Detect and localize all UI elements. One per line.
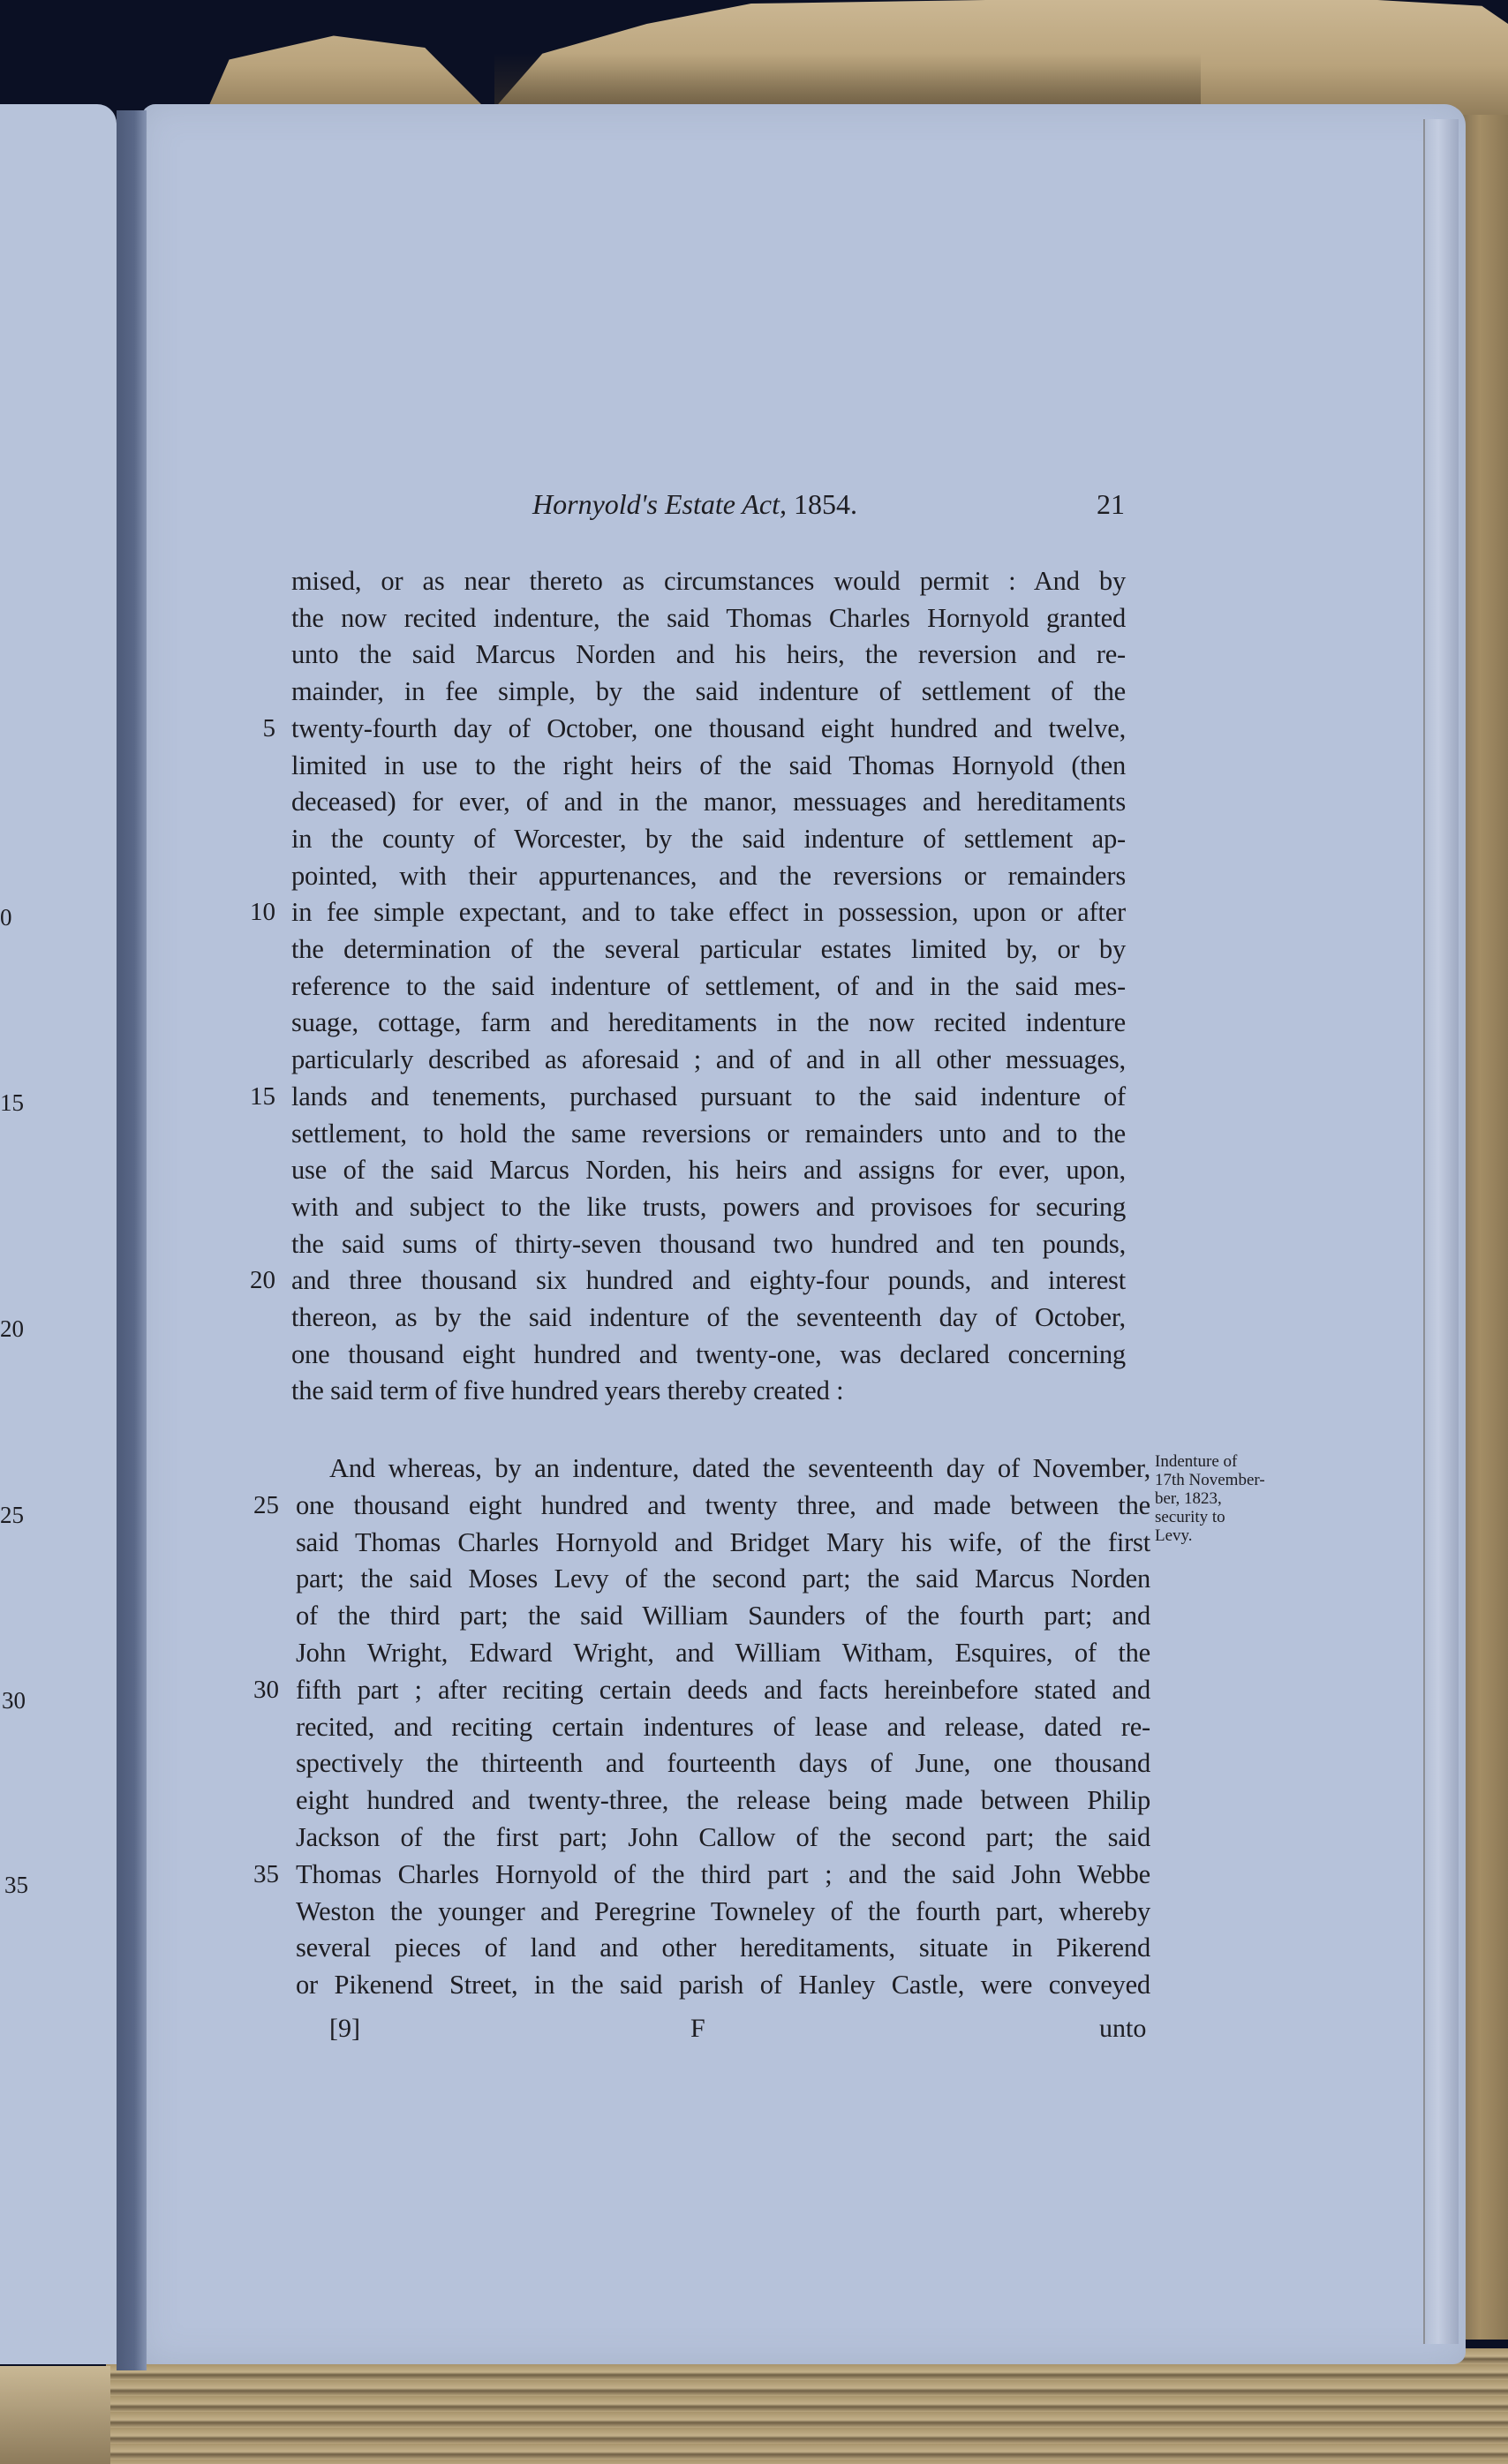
text-line: of the third part; the said William Saunders of the fourth part; and — [296, 1601, 1150, 1631]
signature-mark: [9] — [329, 2014, 360, 2043]
line-number: 15 — [250, 1081, 275, 1111]
margin-note-line: Levy. — [1155, 1526, 1193, 1545]
margin-note — [1155, 1452, 1287, 1545]
text-line: And whereas, by an indenture, dated the seventeenth day of November, — [329, 1453, 1150, 1483]
text-line: and three thousand six hundred and eighty-four pounds, and interest — [291, 1265, 1126, 1296]
left-page-line-number: 25 — [0, 1502, 24, 1528]
page-stack-bottom-edge — [106, 2348, 1508, 2464]
left-page-line-number: 30 — [2, 1687, 26, 1714]
left-page — [0, 104, 117, 2364]
text-line: part; the said Moses Levy of the second part; the said Marcus Norden — [296, 1564, 1150, 1594]
text-line: in the county of Worcester, by the said indenture of settlement ap- — [291, 823, 1126, 854]
text-line: limited in use to the right heirs of the said Thomas Hornyold (then — [291, 750, 1126, 780]
line-number: 20 — [250, 1266, 275, 1295]
book-gutter — [117, 110, 147, 2370]
text-line: one thousand eight hundred and twenty three, and made between the — [296, 1489, 1150, 1520]
text-line: thereon, as by the said indenture of the seventeenth day of October, — [291, 1302, 1126, 1332]
text-line: recited, and reciting certain indentures of lease and release, dated re- — [296, 1711, 1150, 1742]
left-page-line-number: 15 — [0, 1089, 24, 1116]
text-line: the said sums of thirty-seven thousand two hundred and ten pounds, — [291, 1228, 1126, 1259]
catchword: unto — [1099, 2014, 1147, 2043]
text-line: spectively the thirteenth and fourteenth days of June, one thousand — [296, 1748, 1150, 1779]
text-line: fifth part ; after reciting certain deeds and facts hereinbefore stated and — [296, 1674, 1150, 1705]
left-page-stack-bottom — [0, 2366, 110, 2464]
left-page-line-number: 35 — [4, 1872, 28, 1898]
text-line: use of the said Marcus Norden, his heirs and assigns for ever, upon, — [291, 1155, 1126, 1186]
text-line: the now recited indenture, the said Thomas Charles Hornyold granted — [291, 602, 1126, 633]
running-head — [532, 488, 857, 521]
text-line: reference to the said indenture of settlement, of and in the said mes- — [291, 970, 1126, 1001]
line-number: 35 — [253, 1859, 279, 1888]
text-line: eight hundred and twenty-three, the release being made between Philip — [296, 1785, 1150, 1816]
line-number: 5 — [262, 713, 275, 742]
text-line: Weston the younger and Peregrine Towneley of the fourth part, whereby — [296, 1895, 1150, 1926]
text-line: or Pikenend Street, in the said parish of Hanley Castle, were conveyed — [296, 1970, 1150, 2001]
running-head-title: Hornyold's Estate Act, — [532, 488, 787, 520]
text-line: deceased) for ever, of and in the manor, messuages and hereditaments — [291, 787, 1126, 818]
text-line: unto the said Marcus Norden and his heirs, the reversion and re- — [291, 639, 1126, 670]
text-line: mainder, in fee simple, by the said indenture of settlement of the — [291, 676, 1126, 707]
text-line: lands and tenements, purchased pursuant to the said indenture of — [291, 1081, 1126, 1111]
margin-note-line: Indenture of — [1155, 1452, 1238, 1471]
text-line: Jackson of the first part; John Callow of the second part; the said — [296, 1822, 1150, 1852]
text-line: twenty-fourth day of October, one thousand eight hundred and twelve, — [291, 712, 1126, 743]
text-line: particularly described as aforesaid ; and of and in all other messuages, — [291, 1044, 1126, 1075]
text-line: several pieces of land and other hereditaments, situate in Pikerend — [296, 1933, 1150, 1963]
text-line: mised, or as near thereto as circumstances would permit : And by — [291, 566, 1126, 596]
page-number: 21 — [1097, 488, 1125, 520]
text-line: the said term of five hundred years thereby created : — [291, 1375, 844, 1406]
text-line: John Wright, Edward Wright, and William Witham, Esquires, of the — [296, 1638, 1150, 1668]
left-page-line-number: 20 — [0, 1315, 24, 1342]
text-line: in fee simple expectant, and to take effect in possession, upon or after — [291, 897, 1126, 928]
sheet-letter: F — [690, 2014, 705, 2043]
text-line: one thousand eight hundred and twenty-one, was declared concerning — [291, 1338, 1126, 1369]
line-number: 10 — [250, 898, 275, 927]
text-line: with and subject to the like trusts, powers and provisoes for securing — [291, 1191, 1126, 1222]
margin-note-line: 17th November- — [1155, 1471, 1265, 1489]
left-page-line-number: 0 — [0, 904, 12, 931]
text-line: the determination of the several particular estates limited by, or by — [291, 934, 1126, 964]
line-number: 25 — [253, 1490, 279, 1519]
margin-note-line: ber, 1823, — [1155, 1489, 1222, 1508]
right-page-fore-edge — [1423, 119, 1459, 2344]
text-line: suage, cottage, farm and hereditaments in the now recited indenture — [291, 1007, 1126, 1038]
text-line: settlement, to hold the same reversions or remainders unto and to the — [291, 1118, 1126, 1149]
text-line: pointed, with their appurtenances, and the reversions or remainders — [291, 860, 1126, 891]
text-line: said Thomas Charles Hornyold and Bridget Mary his wife, of the first — [296, 1526, 1150, 1557]
line-number: 30 — [253, 1675, 279, 1704]
margin-note-line: security to — [1155, 1508, 1225, 1526]
running-head-year: 1854. — [794, 488, 857, 520]
text-line: Thomas Charles Hornyold of the third part ; and the said John Webbe — [296, 1858, 1150, 1889]
